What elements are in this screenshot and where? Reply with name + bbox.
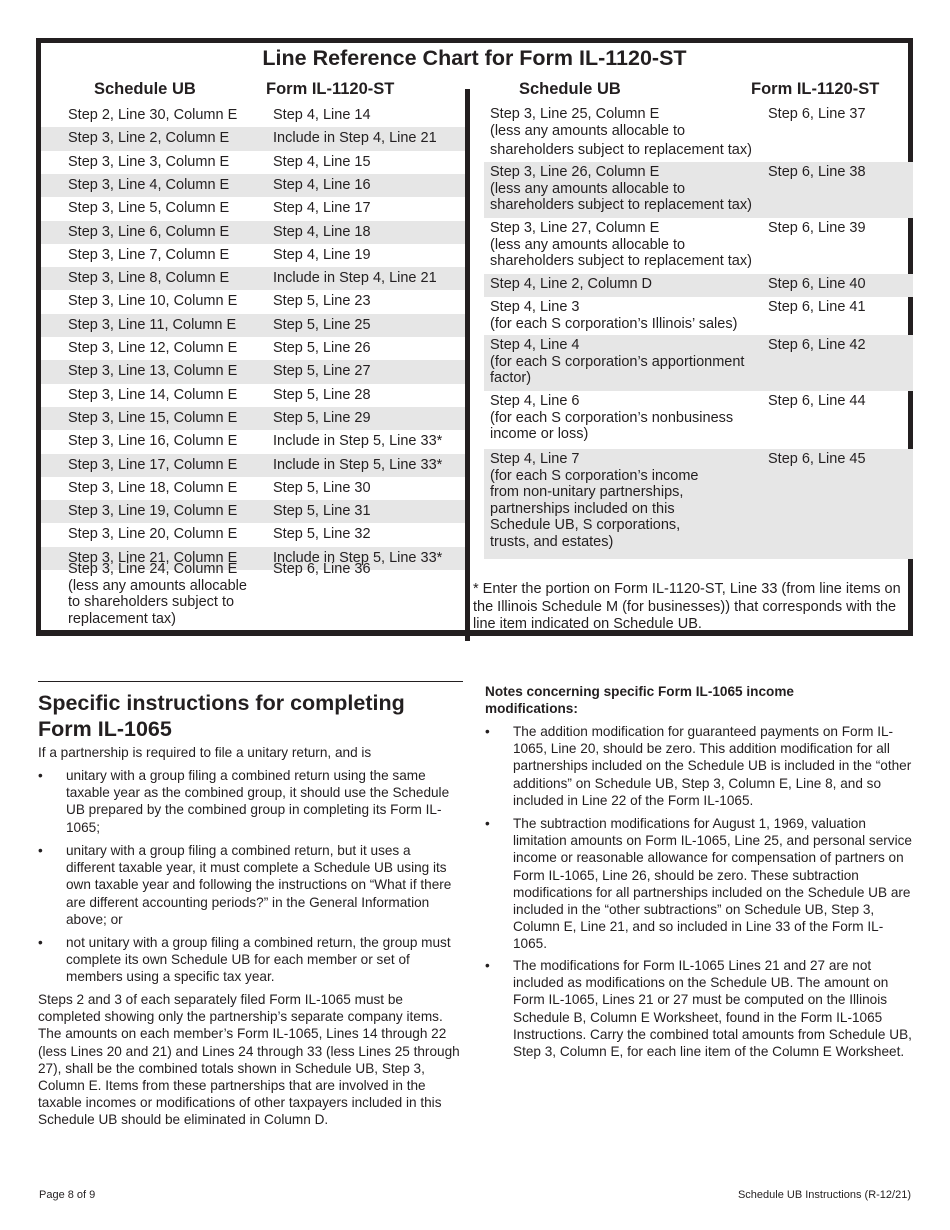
form-line-cell: Step 5, Line 30 [273, 479, 371, 496]
left-chart-row [41, 523, 465, 546]
left-chart-row [41, 104, 465, 127]
bullet-icon: • [485, 958, 490, 973]
form-line-cell: Step 4, Line 15 [273, 153, 371, 170]
schedule-ub-cell: Step 4, Line 7 (for each S corporation’s income from non-unitary partnerships, partnerships included on this Schedule UB, S corporations, trusts, and estates) [490, 451, 699, 550]
schedule-ub-cell: Step 3, Line 20, Column E [68, 526, 238, 543]
schedule-ub-cell: Step 4, Line 3 (for each S corporation’s Illinois’ sales) [490, 299, 738, 332]
bullet-icon: • [485, 724, 490, 739]
form-line-cell: Step 6, Line 37 [768, 106, 866, 122]
schedule-ub-cell: Step 3, Line 26, Column E (less any amounts allocable to shareholders subject to replacement tax) [490, 164, 752, 213]
schedule-ub-cell: Step 3, Line 3, Column E [68, 153, 230, 170]
left-chart-row [41, 430, 465, 453]
left-chart-row [41, 244, 465, 267]
bullet-icon: • [38, 768, 43, 783]
schedule-ub-cell: Step 3, Line 10, Column E [68, 293, 238, 310]
bullet-icon: • [38, 935, 43, 950]
bullet-icon: • [38, 843, 43, 858]
specific-intro: If a partnership is required to file a unitary return, and is [38, 745, 372, 760]
left-last-form: Step 6, Line 36 [273, 561, 371, 577]
left-chart-row [41, 337, 465, 360]
form-line-cell: Step 4, Line 18 [273, 223, 371, 240]
bullet-icon: • [485, 816, 490, 831]
left-chart-row [41, 174, 465, 197]
schedule-ub-cell: Step 4, Line 6 (for each S corporation’s nonbusiness income or loss) [490, 393, 734, 442]
form-line-cell: Step 6, Line 42 [768, 337, 866, 353]
left-chart-row [41, 221, 465, 244]
left-chart-row [41, 500, 465, 523]
form-line-cell: Step 4, Line 17 [273, 200, 371, 217]
schedule-ub-cell: Step 3, Line 6, Column E [68, 223, 230, 240]
form-line-cell: Step 4, Line 16 [273, 176, 371, 193]
form-line-cell: Step 5, Line 32 [273, 526, 371, 543]
form-line-cell: Step 5, Line 29 [273, 409, 371, 426]
schedule-ub-cell: Step 3, Line 17, Column E [68, 456, 238, 473]
form-line-cell: Step 5, Line 27 [273, 363, 371, 380]
form-line-cell: Step 6, Line 40 [768, 276, 866, 292]
specific-bullet: • not unitary with a group filing a combined return, the group must complete its own Schedule UB for each member or set of members using a specific tax year. [38, 935, 451, 985]
schedule-ub-cell: Step 3, Line 13, Column E [68, 363, 238, 380]
left-chart-row [41, 127, 465, 150]
left-chart-row [41, 314, 465, 337]
form-line-cell: Step 5, Line 23 [273, 293, 371, 310]
form-line-cell: Step 5, Line 26 [273, 340, 371, 356]
form-line-cell: Include in Step 4, Line 21 [273, 130, 437, 147]
schedule-ub-cell: Step 4, Line 2, Column D [490, 276, 653, 292]
right-chart-row [484, 218, 913, 274]
form-line-cell: Step 6, Line 38 [768, 164, 866, 180]
left-last-row [41, 561, 465, 633]
form-line-cell: Step 4, Line 14 [273, 107, 371, 123]
schedule-ub-cell: Step 3, Line 5, Column E [68, 200, 230, 217]
left-chart-row [41, 407, 465, 430]
schedule-ub-cell: Step 3, Line 7, Column E [68, 246, 230, 263]
specific-bullet: • unitary with a group filing a combined return, but it uses a different taxable year, it must complete a Schedule UB using its own taxable year and following the instructions on “What if there are different accounting periods?” in the General Information above; or [38, 843, 452, 927]
right-chart-row [484, 162, 913, 218]
form-line-cell: Step 5, Line 25 [273, 316, 371, 333]
document-id: Schedule UB Instructions (R-12/21) [737, 1189, 911, 1201]
schedule-ub-cell: Step 3, Line 25, Column E (less any amounts allocable to shareholders subject to replacement tax) [490, 106, 752, 158]
schedule-ub-cell: Step 3, Line 18, Column E [68, 479, 238, 496]
schedule-ub-cell: Step 4, Line 4 (for each S corporation’s apportionment factor) [490, 337, 745, 386]
form-line-cell: Step 6, Line 45 [768, 451, 866, 467]
schedule-ub-cell: Step 3, Line 2, Column E [68, 130, 230, 147]
form-line-cell: Step 4, Line 19 [273, 246, 371, 263]
right-chart-row [484, 297, 913, 335]
schedule-ub-cell: Step 3, Line 16, Column E [68, 433, 238, 450]
form-line-cell: Step 6, Line 44 [768, 393, 866, 409]
left-header-form: Form IL-1120-ST [266, 80, 395, 98]
right-header-form: Form IL-1120-ST [751, 80, 880, 98]
notes-bullet: • The subtraction modifications for August 1, 1969, valuation limitation amounts on Form IL-1065, Line 25, and personal service income or reasonable allowance for compensation of partners on Form IL-1065, Line 26, should be zero. These subtraction modifications for all partnerships included on the Schedule UB are included in the “other subtractions” on Schedule UB, Step 3, Column E, Line 21, and so included in Line 33 of the Form IL-1065. [485, 816, 912, 952]
form-line-cell: Include in Step 5, Line 33* [273, 456, 443, 473]
form-line-cell: Step 5, Line 31 [273, 503, 371, 520]
notes-title: Notes concerning specific Form IL-1065 income modifications: [485, 684, 794, 716]
left-chart-row [41, 477, 465, 500]
left-chart-row [41, 290, 465, 313]
right-header-schedule-ub: Schedule UB [519, 80, 621, 98]
schedule-ub-cell: Step 2, Line 30, Column E [68, 107, 238, 123]
schedule-ub-cell: Step 3, Line 27, Column E (less any amounts allocable to shareholders subject to replacement tax) [490, 220, 752, 269]
specific-bullet: • unitary with a group filing a combined return using the same taxable year as the combined group, it should use the Schedule UB prepared by the combined group in completing its Form IL-1065; [38, 768, 450, 835]
left-chart-row [41, 151, 465, 174]
form-line-cell: Step 6, Line 39 [768, 220, 866, 236]
schedule-ub-cell: Step 3, Line 21, Column E [68, 549, 238, 566]
schedule-ub-cell: Step 3, Line 8, Column E [68, 270, 230, 287]
notes-bullet: • The addition modification for guaranteed payments on Form IL-1065, Line 20, should be zero. This addition modification for all partnerships included on the Schedule UB is included in the “other additions” on Schedule UB, Step 3, Column E, Line 8, and so included in Line 22 of the Form IL-1065. [485, 724, 912, 808]
page-number: Page 8 of 9 [39, 1189, 96, 1201]
form-line-cell: Include in Step 4, Line 21 [273, 270, 437, 287]
right-chart-row [484, 104, 913, 162]
notes-bullet: • The modifications for Form IL-1065 Lines 21 and 27 are not included as modifications on the Schedule UB. The amount on Form IL-1065, Lines 21 or 27 must be computed on the Illinois Schedule B, Column E Worksheet, found in the Form IL-1065 Instructions. Carry the combined total amounts from Schedule UB, Step 3, Column E, for each line item of the Column E Worksheet. [485, 958, 912, 1060]
specific-paragraph: Steps 2 and 3 of each separately filed Form IL-1065 must be completed showing only the partnership’s separate company items. The amounts on each member’s Form IL-1065, Lines 14 through 22 (less Lines 20 and 21) and Lines 24 through 33 (less Lines 25 through 27), shall be the combined totals shown in Schedule UB, Step 3, Column E. Items from these partnerships that are involved in the taxable incomes or modifications of other taxpayers included in this Schedule UB should be eliminated in Column D. [38, 992, 460, 1128]
right-chart-row [484, 335, 913, 391]
line-reference-chart [36, 38, 913, 636]
chart-footnote: * Enter the portion on Form IL-1120-ST, Line 33 (from line items on the Illinois Schedule M (for businesses)) that corresponds with the line item indicated on Schedule UB. [473, 581, 901, 632]
schedule-ub-cell: Step 3, Line 11, Column E [68, 316, 237, 333]
form-line-cell: Include in Step 5, Line 33* [273, 433, 443, 450]
form-line-cell: Include in Step 5, Line 33* [273, 549, 443, 566]
left-chart-row [41, 384, 465, 407]
specific-instructions-title: Specific instructions for completing Form IL-1065 [38, 691, 405, 741]
left-chart-row [41, 267, 465, 290]
right-chart-row [484, 274, 913, 297]
left-chart-row [41, 197, 465, 220]
chart-title: Line Reference Chart for Form IL-1120-ST [262, 46, 687, 70]
left-last-ub: Step 3, Line 24, Column E (less any amounts allocable to shareholders subject to replacement tax) [68, 561, 247, 627]
schedule-ub-cell: Step 3, Line 4, Column E [68, 176, 230, 193]
schedule-ub-cell: Step 3, Line 14, Column E [68, 386, 238, 403]
schedule-ub-cell: Step 3, Line 15, Column E [68, 409, 238, 426]
left-chart-row [41, 454, 465, 477]
schedule-ub-cell: Step 3, Line 19, Column E [68, 503, 238, 520]
form-line-cell: Step 6, Line 41 [768, 299, 866, 315]
right-chart-row [484, 449, 913, 559]
form-line-cell: Step 5, Line 28 [273, 386, 371, 403]
section-rule [38, 681, 463, 682]
right-chart-row [484, 391, 913, 449]
left-header-schedule-ub: Schedule UB [94, 80, 196, 98]
schedule-ub-cell: Step 3, Line 12, Column E [68, 340, 238, 356]
left-chart-row [41, 360, 465, 383]
column-divider [465, 89, 470, 641]
